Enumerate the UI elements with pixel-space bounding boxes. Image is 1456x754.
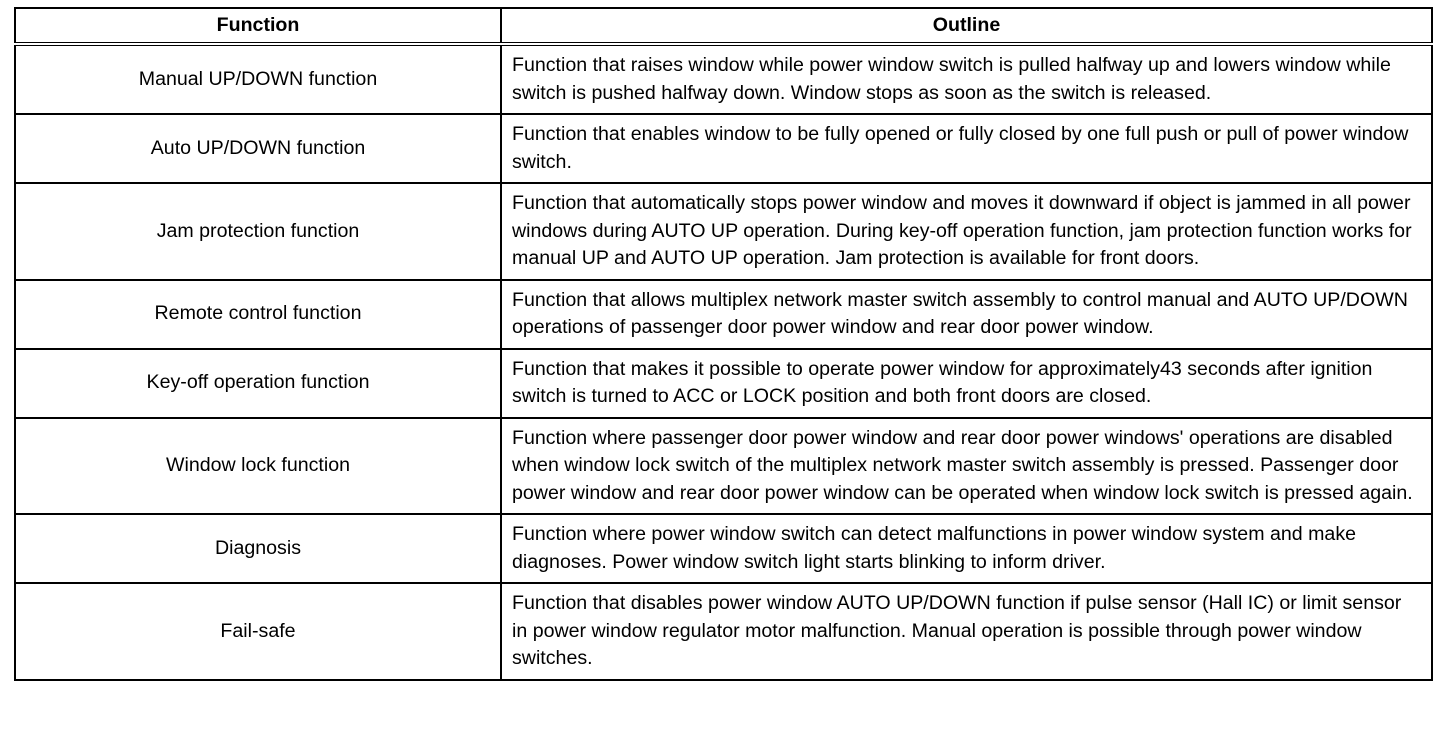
table-row	[15, 583, 1432, 680]
outline-cell: Function where passenger door power window and rear door power windows' operations are disabled when window lock switch of the multiplex network master switch assembly is pressed. Passenger door power window and rear door power window can be operated when window lock switch is pressed again.	[501, 418, 1432, 515]
table-row	[15, 114, 1432, 183]
function-cell: Remote control function	[15, 280, 501, 349]
function-cell: Window lock function	[15, 418, 501, 515]
outline-cell: Function that raises window while power window switch is pulled halfway up and lowers window while switch is pushed halfway down. Window stops as soon as the switch is released.	[501, 44, 1432, 114]
header-function: Function	[15, 8, 501, 44]
header-outline: Outline	[501, 8, 1432, 44]
table-row	[15, 280, 1432, 349]
function-cell: Key-off operation function	[15, 349, 501, 418]
outline-cell: Function that allows multiplex network master switch assembly to control manual and AUTO UP/DOWN operations of passenger door power window and rear door power window.	[501, 280, 1432, 349]
table-header-row	[15, 8, 1432, 44]
function-cell: Auto UP/DOWN function	[15, 114, 501, 183]
table-row	[15, 418, 1432, 515]
outline-cell: Function where power window switch can detect malfunctions in power window system and make diagnoses. Power window switch light starts blinking to inform driver.	[501, 514, 1432, 583]
outline-cell: Function that disables power window AUTO UP/DOWN function if pulse sensor (Hall IC) or limit sensor in power window regulator motor malfunction. Manual operation is possible through power window switches.	[501, 583, 1432, 680]
outline-cell: Function that enables window to be fully opened or fully closed by one full push or pull of power window switch.	[501, 114, 1432, 183]
table-row	[15, 183, 1432, 280]
outline-cell: Function that makes it possible to operate power window for approximately43 seconds after ignition switch is turned to ACC or LOCK position and both front doors are closed.	[501, 349, 1432, 418]
function-outline-table	[14, 7, 1433, 681]
table-row	[15, 44, 1432, 114]
function-cell: Manual UP/DOWN function	[15, 44, 501, 114]
function-cell: Diagnosis	[15, 514, 501, 583]
function-outline-table-container	[14, 7, 1431, 681]
table-row	[15, 349, 1432, 418]
function-cell: Fail-safe	[15, 583, 501, 680]
table-row	[15, 514, 1432, 583]
outline-cell: Function that automatically stops power window and moves it downward if object is jammed in all power windows during AUTO UP operation. During key-off operation function, jam protection function works for manual UP and AUTO UP operation. Jam protection is available for front doors.	[501, 183, 1432, 280]
function-cell: Jam protection function	[15, 183, 501, 280]
